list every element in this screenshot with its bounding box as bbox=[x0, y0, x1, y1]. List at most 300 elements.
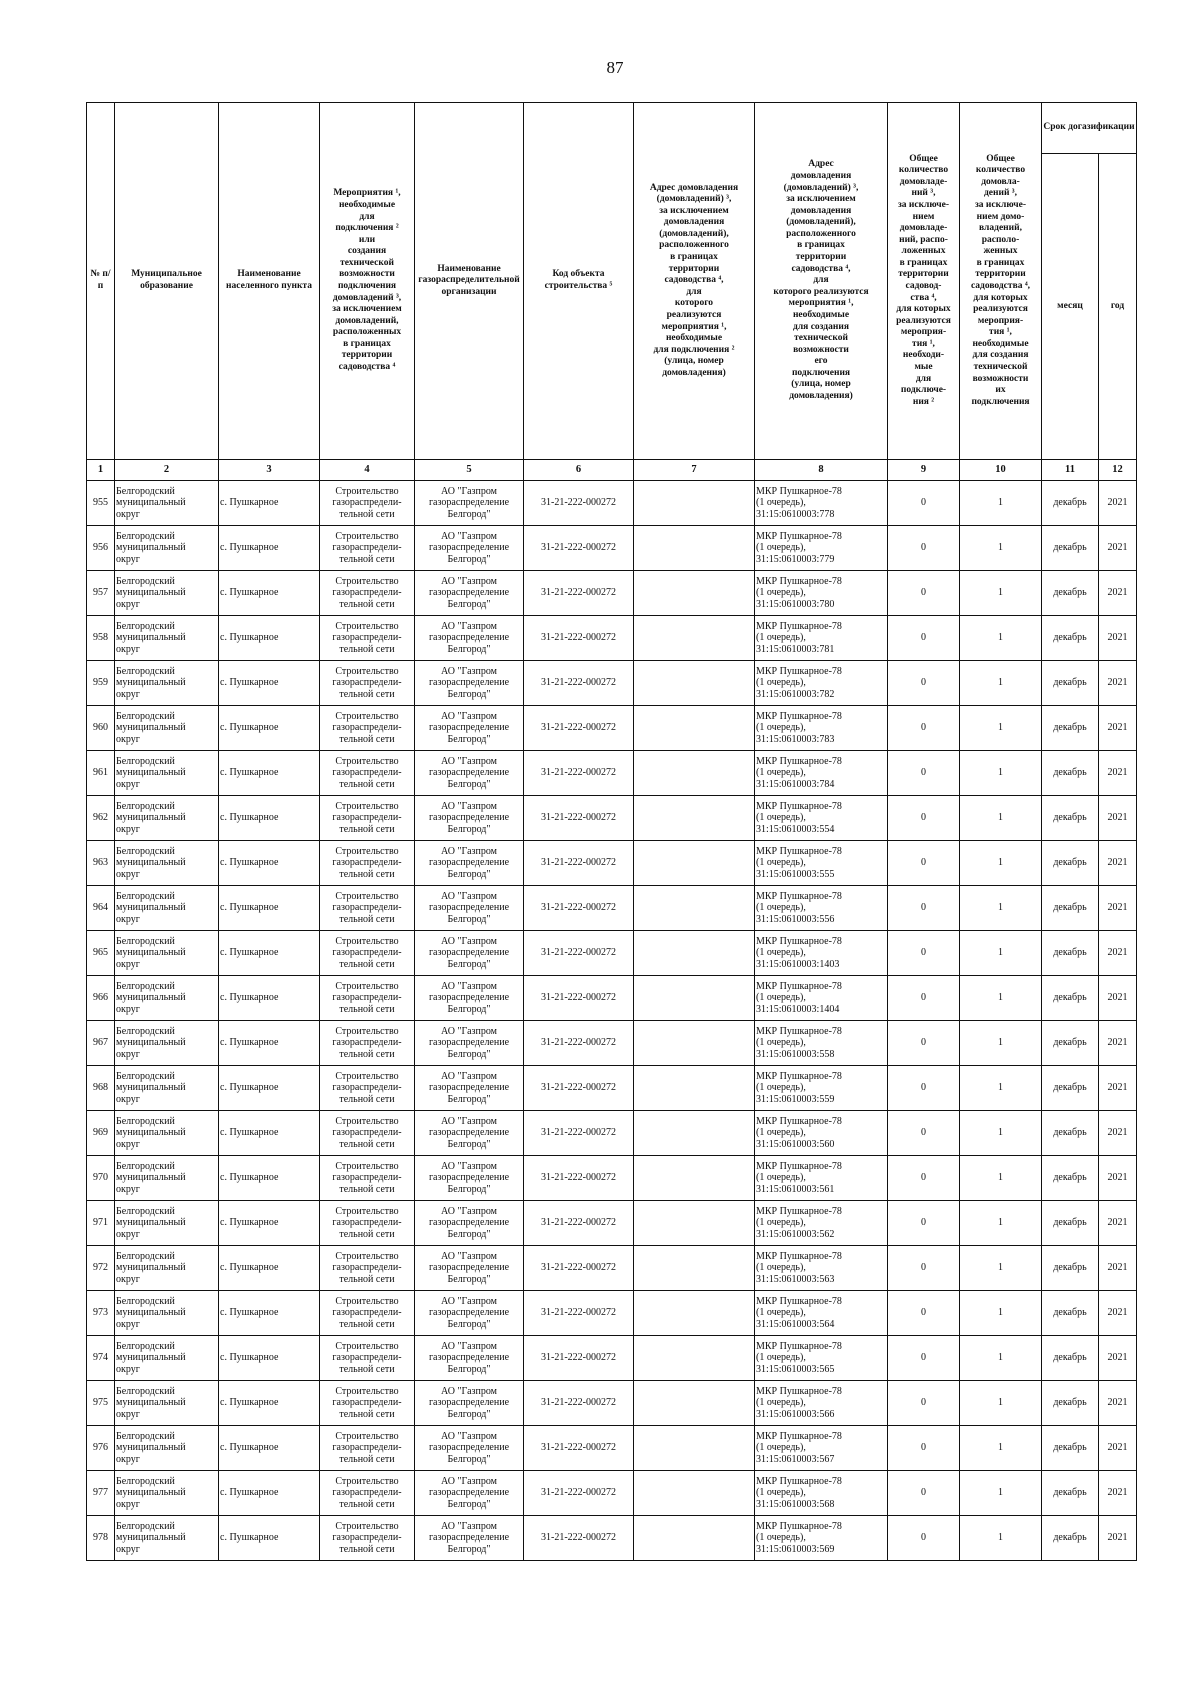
object-code-cell-text: 31-21-222-000272 bbox=[541, 677, 616, 689]
year-cell bbox=[1099, 1021, 1137, 1066]
address-capacity-cell-text: МКР Пушкарное-78 (1 очередь), 31:15:0610003:560 bbox=[756, 1116, 842, 1150]
month-cell-text: декабрь bbox=[1053, 1127, 1087, 1139]
year-cell-text: 2021 bbox=[1107, 857, 1128, 869]
total-connection-cell bbox=[888, 1156, 960, 1201]
address-capacity-cell bbox=[755, 1336, 888, 1381]
municipality-cell bbox=[115, 1381, 219, 1426]
column-number: 2 bbox=[115, 460, 219, 481]
address-capacity-cell bbox=[755, 976, 888, 1021]
year-cell-text: 2021 bbox=[1107, 947, 1128, 959]
header-address-capacity: Адрес домовладения (домовладений) ³, за исключением домовладения (домовладений), расположенного в границах территории садоводства ⁴, для которого реализуются мероприятия ¹, необходимые для создания технической возможности его подключения (улица, номер домовладения) bbox=[755, 103, 888, 460]
address-connection-cell bbox=[634, 976, 755, 1021]
month-cell-text: декабрь bbox=[1053, 1532, 1087, 1544]
month-cell-text: декабрь bbox=[1053, 1082, 1087, 1094]
total-connection-cell bbox=[888, 661, 960, 706]
object-code-cell bbox=[524, 751, 634, 796]
row-number-text: 966 bbox=[93, 992, 108, 1004]
header-settlement: Наименование населенного пункта bbox=[219, 103, 320, 460]
municipality-cell-text: Белгородский муниципальный округ bbox=[116, 801, 186, 835]
object-code-cell bbox=[524, 886, 634, 931]
row-number bbox=[87, 1516, 115, 1561]
table-row bbox=[87, 1426, 1137, 1471]
total-capacity-cell bbox=[960, 1246, 1042, 1291]
address-capacity-cell bbox=[755, 1201, 888, 1246]
organization-cell-text: АО "Газпром газораспределение Белгород" bbox=[428, 1206, 510, 1240]
object-code-cell bbox=[524, 1426, 634, 1471]
year-cell bbox=[1099, 1426, 1137, 1471]
organization-cell-text: АО "Газпром газораспределение Белгород" bbox=[428, 531, 510, 565]
settlement-cell-text: с. Пушкарное bbox=[220, 1037, 279, 1049]
settlement-cell bbox=[219, 706, 320, 751]
municipality-cell-text: Белгородский муниципальный округ bbox=[116, 1296, 186, 1330]
total-connection-cell bbox=[888, 1426, 960, 1471]
object-code-cell bbox=[524, 1516, 634, 1561]
measure-cell-text: Строительство газораспредели- тельной сети bbox=[332, 1476, 402, 1510]
row-number-text: 959 bbox=[93, 677, 108, 689]
header-municipality: Муниципальное образование bbox=[115, 103, 219, 460]
year-cell-text: 2021 bbox=[1107, 587, 1128, 599]
total-connection-cell bbox=[888, 571, 960, 616]
address-capacity-cell bbox=[755, 1111, 888, 1156]
organization-cell-text: АО "Газпром газораспределение Белгород" bbox=[428, 801, 510, 835]
total-connection-cell-text: 0 bbox=[921, 812, 926, 824]
row-number bbox=[87, 931, 115, 976]
settlement-cell bbox=[219, 976, 320, 1021]
organization-cell bbox=[415, 976, 524, 1021]
year-cell bbox=[1099, 661, 1137, 706]
settlement-cell bbox=[219, 1426, 320, 1471]
object-code-cell-text: 31-21-222-000272 bbox=[541, 1082, 616, 1094]
municipality-cell-text: Белгородский муниципальный округ bbox=[116, 711, 186, 745]
row-number bbox=[87, 1156, 115, 1201]
month-cell-text: декабрь bbox=[1053, 902, 1087, 914]
column-number: 6 bbox=[524, 460, 634, 481]
total-connection-cell bbox=[888, 751, 960, 796]
object-code-cell bbox=[524, 571, 634, 616]
total-connection-cell-text: 0 bbox=[921, 1397, 926, 1409]
year-cell-text: 2021 bbox=[1107, 677, 1128, 689]
address-connection-cell bbox=[634, 886, 755, 931]
header-gasification-deadline: Срок догазификации bbox=[1042, 103, 1137, 154]
address-capacity-cell-text: МКР Пушкарное-78 (1 очередь), 31:15:0610003:784 bbox=[756, 756, 842, 790]
settlement-cell-text: с. Пушкарное bbox=[220, 1397, 279, 1409]
total-capacity-cell bbox=[960, 1201, 1042, 1246]
measure-cell bbox=[320, 706, 415, 751]
total-capacity-cell bbox=[960, 841, 1042, 886]
municipality-cell-text: Белгородский муниципальный округ bbox=[116, 1071, 186, 1105]
settlement-cell-text: с. Пушкарное bbox=[220, 1532, 279, 1544]
total-connection-cell bbox=[888, 526, 960, 571]
total-connection-cell-text: 0 bbox=[921, 1127, 926, 1139]
year-cell bbox=[1099, 841, 1137, 886]
organization-cell-text: АО "Газпром газораспределение Белгород" bbox=[428, 621, 510, 655]
row-number bbox=[87, 796, 115, 841]
municipality-cell bbox=[115, 886, 219, 931]
table-body bbox=[87, 481, 1137, 1561]
row-number bbox=[87, 1066, 115, 1111]
table-row bbox=[87, 1156, 1137, 1201]
total-capacity-cell-text: 1 bbox=[998, 812, 1003, 824]
organization-cell-text: АО "Газпром газораспределение Белгород" bbox=[428, 711, 510, 745]
row-number bbox=[87, 1291, 115, 1336]
column-number: 9 bbox=[888, 460, 960, 481]
total-capacity-cell-text: 1 bbox=[998, 1037, 1003, 1049]
year-cell bbox=[1099, 1111, 1137, 1156]
address-capacity-cell bbox=[755, 1516, 888, 1561]
address-connection-cell bbox=[634, 751, 755, 796]
month-cell-text: декабрь bbox=[1053, 1172, 1087, 1184]
address-connection-cell bbox=[634, 661, 755, 706]
total-connection-cell bbox=[888, 1111, 960, 1156]
settlement-cell-text: с. Пушкарное bbox=[220, 1442, 279, 1454]
month-cell-text: декабрь bbox=[1053, 677, 1087, 689]
organization-cell bbox=[415, 706, 524, 751]
row-number-text: 964 bbox=[93, 902, 108, 914]
address-capacity-cell bbox=[755, 886, 888, 931]
measure-cell bbox=[320, 1111, 415, 1156]
address-capacity-cell-text: МКР Пушкарное-78 (1 очередь), 31:15:0610003:554 bbox=[756, 801, 842, 835]
measure-cell-text: Строительство газораспредели- тельной сети bbox=[332, 1431, 402, 1465]
total-connection-cell bbox=[888, 796, 960, 841]
row-number-text: 970 bbox=[93, 1172, 108, 1184]
address-capacity-cell bbox=[755, 751, 888, 796]
total-connection-cell bbox=[888, 706, 960, 751]
object-code-cell-text: 31-21-222-000272 bbox=[541, 1172, 616, 1184]
organization-cell bbox=[415, 1246, 524, 1291]
address-connection-cell bbox=[634, 616, 755, 661]
object-code-cell bbox=[524, 1291, 634, 1336]
total-connection-cell-text: 0 bbox=[921, 1172, 926, 1184]
organization-cell-text: АО "Газпром газораспределение Белгород" bbox=[428, 1521, 510, 1555]
header-month: месяц bbox=[1042, 154, 1099, 460]
measure-cell-text: Строительство газораспредели- тельной сети bbox=[332, 666, 402, 700]
object-code-cell-text: 31-21-222-000272 bbox=[541, 1262, 616, 1274]
object-code-cell-text: 31-21-222-000272 bbox=[541, 722, 616, 734]
month-cell-text: декабрь bbox=[1053, 857, 1087, 869]
table-row bbox=[87, 526, 1137, 571]
address-connection-cell bbox=[634, 1291, 755, 1336]
measure-cell-text: Строительство газораспредели- тельной сети bbox=[332, 891, 402, 925]
month-cell-text: декабрь bbox=[1053, 1442, 1087, 1454]
row-number bbox=[87, 481, 115, 526]
measure-cell bbox=[320, 1021, 415, 1066]
address-capacity-cell-text: МКР Пушкарное-78 (1 очередь), 31:15:0610003:559 bbox=[756, 1071, 842, 1105]
year-cell-text: 2021 bbox=[1107, 1127, 1128, 1139]
organization-cell-text: АО "Газпром газораспределение Белгород" bbox=[428, 981, 510, 1015]
month-cell-text: декабрь bbox=[1053, 497, 1087, 509]
object-code-cell-text: 31-21-222-000272 bbox=[541, 1352, 616, 1364]
row-number-text: 972 bbox=[93, 1262, 108, 1274]
row-number-text: 978 bbox=[93, 1532, 108, 1544]
total-capacity-cell bbox=[960, 751, 1042, 796]
row-number bbox=[87, 1336, 115, 1381]
row-number-text: 962 bbox=[93, 812, 108, 824]
year-cell-text: 2021 bbox=[1107, 1307, 1128, 1319]
total-capacity-cell bbox=[960, 616, 1042, 661]
address-connection-cell bbox=[634, 1201, 755, 1246]
organization-cell-text: АО "Газпром газораспределение Белгород" bbox=[428, 486, 510, 520]
measure-cell bbox=[320, 1516, 415, 1561]
municipality-cell-text: Белгородский муниципальный округ bbox=[116, 936, 186, 970]
row-number bbox=[87, 616, 115, 661]
municipality-cell bbox=[115, 1471, 219, 1516]
municipality-cell bbox=[115, 1156, 219, 1201]
measure-cell bbox=[320, 1381, 415, 1426]
organization-cell-text: АО "Газпром газораспределение Белгород" bbox=[428, 1251, 510, 1285]
municipality-cell bbox=[115, 571, 219, 616]
year-cell bbox=[1099, 1336, 1137, 1381]
month-cell bbox=[1042, 976, 1099, 1021]
settlement-cell bbox=[219, 1471, 320, 1516]
address-capacity-cell-text: МКР Пушкарное-78 (1 очередь), 31:15:0610003:782 bbox=[756, 666, 842, 700]
table-row bbox=[87, 481, 1137, 526]
month-cell bbox=[1042, 481, 1099, 526]
organization-cell bbox=[415, 796, 524, 841]
organization-cell bbox=[415, 526, 524, 571]
organization-cell-text: АО "Газпром газораспределение Белгород" bbox=[428, 1161, 510, 1195]
measure-cell bbox=[320, 796, 415, 841]
organization-cell-text: АО "Газпром газораспределение Белгород" bbox=[428, 1476, 510, 1510]
year-cell-text: 2021 bbox=[1107, 1217, 1128, 1229]
measure-cell-text: Строительство газораспредели- тельной сети bbox=[332, 1341, 402, 1375]
table-row bbox=[87, 1471, 1137, 1516]
municipality-cell-text: Белгородский муниципальный округ bbox=[116, 576, 186, 610]
month-cell bbox=[1042, 1066, 1099, 1111]
header-object-code: Код объекта строительства ⁵ bbox=[524, 103, 634, 460]
row-number bbox=[87, 571, 115, 616]
row-number-text: 958 bbox=[93, 632, 108, 644]
measure-cell bbox=[320, 1066, 415, 1111]
address-connection-cell bbox=[634, 1336, 755, 1381]
row-number-text: 976 bbox=[93, 1442, 108, 1454]
address-capacity-cell-text: МКР Пушкарное-78 (1 очередь), 31:15:0610003:566 bbox=[756, 1386, 842, 1420]
year-cell-text: 2021 bbox=[1107, 767, 1128, 779]
measure-cell-text: Строительство газораспредели- тельной сети bbox=[332, 936, 402, 970]
settlement-cell-text: с. Пушкарное bbox=[220, 677, 279, 689]
object-code-cell bbox=[524, 661, 634, 706]
municipality-cell-text: Белгородский муниципальный округ bbox=[116, 891, 186, 925]
address-capacity-cell-text: МКР Пушкарное-78 (1 очередь), 31:15:0610003:561 bbox=[756, 1161, 842, 1195]
address-connection-cell bbox=[634, 841, 755, 886]
month-cell bbox=[1042, 1471, 1099, 1516]
row-number-text: 956 bbox=[93, 542, 108, 554]
municipality-cell bbox=[115, 526, 219, 571]
municipality-cell-text: Белгородский муниципальный округ bbox=[116, 756, 186, 790]
year-cell bbox=[1099, 796, 1137, 841]
total-connection-cell bbox=[888, 1471, 960, 1516]
address-capacity-cell-text: МКР Пушкарное-78 (1 очередь), 31:15:0610003:1404 bbox=[756, 981, 842, 1015]
month-cell bbox=[1042, 886, 1099, 931]
settlement-cell bbox=[219, 571, 320, 616]
total-connection-cell bbox=[888, 1516, 960, 1561]
row-number-text: 969 bbox=[93, 1127, 108, 1139]
year-cell bbox=[1099, 706, 1137, 751]
total-capacity-cell-text: 1 bbox=[998, 902, 1003, 914]
month-cell-text: декабрь bbox=[1053, 632, 1087, 644]
total-capacity-cell bbox=[960, 1471, 1042, 1516]
month-cell-text: декабрь bbox=[1053, 1487, 1087, 1499]
row-number-text: 968 bbox=[93, 1082, 108, 1094]
municipality-cell bbox=[115, 1516, 219, 1561]
object-code-cell bbox=[524, 526, 634, 571]
total-connection-cell-text: 0 bbox=[921, 1307, 926, 1319]
total-connection-cell bbox=[888, 1291, 960, 1336]
settlement-cell bbox=[219, 1381, 320, 1426]
settlement-cell-text: с. Пушкарное bbox=[220, 947, 279, 959]
object-code-cell-text: 31-21-222-000272 bbox=[541, 812, 616, 824]
total-capacity-cell-text: 1 bbox=[998, 542, 1003, 554]
object-code-cell bbox=[524, 1471, 634, 1516]
organization-cell bbox=[415, 661, 524, 706]
municipality-cell-text: Белгородский муниципальный округ bbox=[116, 1206, 186, 1240]
address-capacity-cell-text: МКР Пушкарное-78 (1 очередь), 31:15:0610003:568 bbox=[756, 1476, 842, 1510]
settlement-cell bbox=[219, 1021, 320, 1066]
settlement-cell bbox=[219, 751, 320, 796]
measure-cell-text: Строительство газораспредели- тельной сети bbox=[332, 1206, 402, 1240]
measure-cell bbox=[320, 1246, 415, 1291]
municipality-cell bbox=[115, 796, 219, 841]
total-connection-cell-text: 0 bbox=[921, 1082, 926, 1094]
measure-cell bbox=[320, 481, 415, 526]
total-capacity-cell-text: 1 bbox=[998, 1127, 1003, 1139]
object-code-cell-text: 31-21-222-000272 bbox=[541, 1217, 616, 1229]
settlement-cell bbox=[219, 841, 320, 886]
organization-cell-text: АО "Газпром газораспределение Белгород" bbox=[428, 891, 510, 925]
total-capacity-cell bbox=[960, 1156, 1042, 1201]
total-capacity-cell-text: 1 bbox=[998, 587, 1003, 599]
total-capacity-cell bbox=[960, 706, 1042, 751]
table-row bbox=[87, 616, 1137, 661]
measure-cell-text: Строительство газораспредели- тельной сети bbox=[332, 1386, 402, 1420]
municipality-cell bbox=[115, 1426, 219, 1471]
municipality-cell bbox=[115, 481, 219, 526]
settlement-cell bbox=[219, 1516, 320, 1561]
table-header bbox=[87, 103, 1137, 481]
address-capacity-cell bbox=[755, 1066, 888, 1111]
organization-cell-text: АО "Газпром газораспределение Белгород" bbox=[428, 576, 510, 610]
total-connection-cell-text: 0 bbox=[921, 857, 926, 869]
settlement-cell bbox=[219, 481, 320, 526]
settlement-cell bbox=[219, 1246, 320, 1291]
row-number-text: 971 bbox=[93, 1217, 108, 1229]
municipality-cell-text: Белгородский муниципальный округ bbox=[116, 666, 186, 700]
address-capacity-cell bbox=[755, 1246, 888, 1291]
settlement-cell-text: с. Пушкарное bbox=[220, 1082, 279, 1094]
measure-cell-text: Строительство газораспредели- тельной сети bbox=[332, 531, 402, 565]
organization-cell bbox=[415, 841, 524, 886]
municipality-cell bbox=[115, 616, 219, 661]
settlement-cell-text: с. Пушкарное bbox=[220, 1172, 279, 1184]
municipality-cell-text: Белгородский муниципальный округ bbox=[116, 531, 186, 565]
total-connection-cell-text: 0 bbox=[921, 767, 926, 779]
settlement-cell-text: с. Пушкарное bbox=[220, 1217, 279, 1229]
total-connection-cell bbox=[888, 481, 960, 526]
month-cell bbox=[1042, 1156, 1099, 1201]
table-row bbox=[87, 661, 1137, 706]
organization-cell bbox=[415, 1426, 524, 1471]
address-capacity-cell bbox=[755, 526, 888, 571]
column-number: 3 bbox=[219, 460, 320, 481]
settlement-cell bbox=[219, 886, 320, 931]
header-total-capacity: Общее количество домовла- дений ³, за исключе- нием домо- владений, располо- женных в границах территории садоводства ⁴, для которых реализуются мероприя- тия ¹, необходимые для создания технической возможности их подключения bbox=[960, 103, 1042, 460]
month-cell-text: декабрь bbox=[1053, 1352, 1087, 1364]
address-capacity-cell-text: МКР Пушкарное-78 (1 очередь), 31:15:0610003:562 bbox=[756, 1206, 842, 1240]
table-row bbox=[87, 1066, 1137, 1111]
measure-cell-text: Строительство газораспредели- тельной сети bbox=[332, 1296, 402, 1330]
month-cell-text: декабрь bbox=[1053, 992, 1087, 1004]
settlement-cell-text: с. Пушкарное bbox=[220, 857, 279, 869]
measure-cell-text: Строительство газораспредели- тельной сети bbox=[332, 711, 402, 745]
organization-cell-text: АО "Газпром газораспределение Белгород" bbox=[428, 936, 510, 970]
column-number: 10 bbox=[960, 460, 1042, 481]
measure-cell bbox=[320, 841, 415, 886]
organization-cell-text: АО "Газпром газораспределение Белгород" bbox=[428, 1296, 510, 1330]
year-cell-text: 2021 bbox=[1107, 1037, 1128, 1049]
month-cell bbox=[1042, 1021, 1099, 1066]
month-cell bbox=[1042, 751, 1099, 796]
object-code-cell-text: 31-21-222-000272 bbox=[541, 587, 616, 599]
total-capacity-cell bbox=[960, 886, 1042, 931]
object-code-cell-text: 31-21-222-000272 bbox=[541, 1397, 616, 1409]
address-capacity-cell-text: МКР Пушкарное-78 (1 очередь), 31:15:0610003:564 bbox=[756, 1296, 842, 1330]
measure-cell-text: Строительство газораспредели- тельной сети bbox=[332, 756, 402, 790]
settlement-cell bbox=[219, 1201, 320, 1246]
year-cell-text: 2021 bbox=[1107, 632, 1128, 644]
address-capacity-cell bbox=[755, 1471, 888, 1516]
measure-cell bbox=[320, 931, 415, 976]
total-capacity-cell-text: 1 bbox=[998, 1532, 1003, 1544]
object-code-cell bbox=[524, 706, 634, 751]
address-connection-cell bbox=[634, 931, 755, 976]
measure-cell-text: Строительство газораспредели- тельной сети bbox=[332, 621, 402, 655]
year-cell bbox=[1099, 526, 1137, 571]
measure-cell-text: Строительство газораспредели- тельной сети bbox=[332, 1116, 402, 1150]
measure-cell-text: Строительство газораспредели- тельной сети bbox=[332, 1251, 402, 1285]
month-cell-text: декабрь bbox=[1053, 767, 1087, 779]
object-code-cell bbox=[524, 481, 634, 526]
year-cell-text: 2021 bbox=[1107, 1262, 1128, 1274]
settlement-cell bbox=[219, 616, 320, 661]
municipality-cell bbox=[115, 1201, 219, 1246]
table-row bbox=[87, 796, 1137, 841]
organization-cell-text: АО "Газпром газораспределение Белгород" bbox=[428, 846, 510, 880]
organization-cell bbox=[415, 481, 524, 526]
month-cell-text: декабрь bbox=[1053, 722, 1087, 734]
municipality-cell-text: Белгородский муниципальный округ bbox=[116, 1476, 186, 1510]
year-cell-text: 2021 bbox=[1107, 1352, 1128, 1364]
row-number-text: 967 bbox=[93, 1037, 108, 1049]
object-code-cell bbox=[524, 1201, 634, 1246]
month-cell bbox=[1042, 661, 1099, 706]
organization-cell-text: АО "Газпром газораспределение Белгород" bbox=[428, 1071, 510, 1105]
column-number: 12 bbox=[1099, 460, 1137, 481]
total-connection-cell-text: 0 bbox=[921, 1262, 926, 1274]
measure-cell-text: Строительство газораспредели- тельной сети bbox=[332, 846, 402, 880]
municipality-cell-text: Белгородский муниципальный округ bbox=[116, 846, 186, 880]
organization-cell-text: АО "Газпром газораспределение Белгород" bbox=[428, 756, 510, 790]
row-number-text: 965 bbox=[93, 947, 108, 959]
address-capacity-cell-text: МКР Пушкарное-78 (1 очередь), 31:15:0610003:779 bbox=[756, 531, 842, 565]
address-capacity-cell-text: МКР Пушкарное-78 (1 очередь), 31:15:0610003:783 bbox=[756, 711, 842, 745]
total-connection-cell-text: 0 bbox=[921, 497, 926, 509]
measure-cell-text: Строительство газораспредели- тельной сети bbox=[332, 486, 402, 520]
total-capacity-cell-text: 1 bbox=[998, 947, 1003, 959]
table-row bbox=[87, 571, 1137, 616]
measure-cell bbox=[320, 1201, 415, 1246]
row-number-text: 975 bbox=[93, 1397, 108, 1409]
settlement-cell-text: с. Пушкарное bbox=[220, 497, 279, 509]
total-connection-cell bbox=[888, 886, 960, 931]
